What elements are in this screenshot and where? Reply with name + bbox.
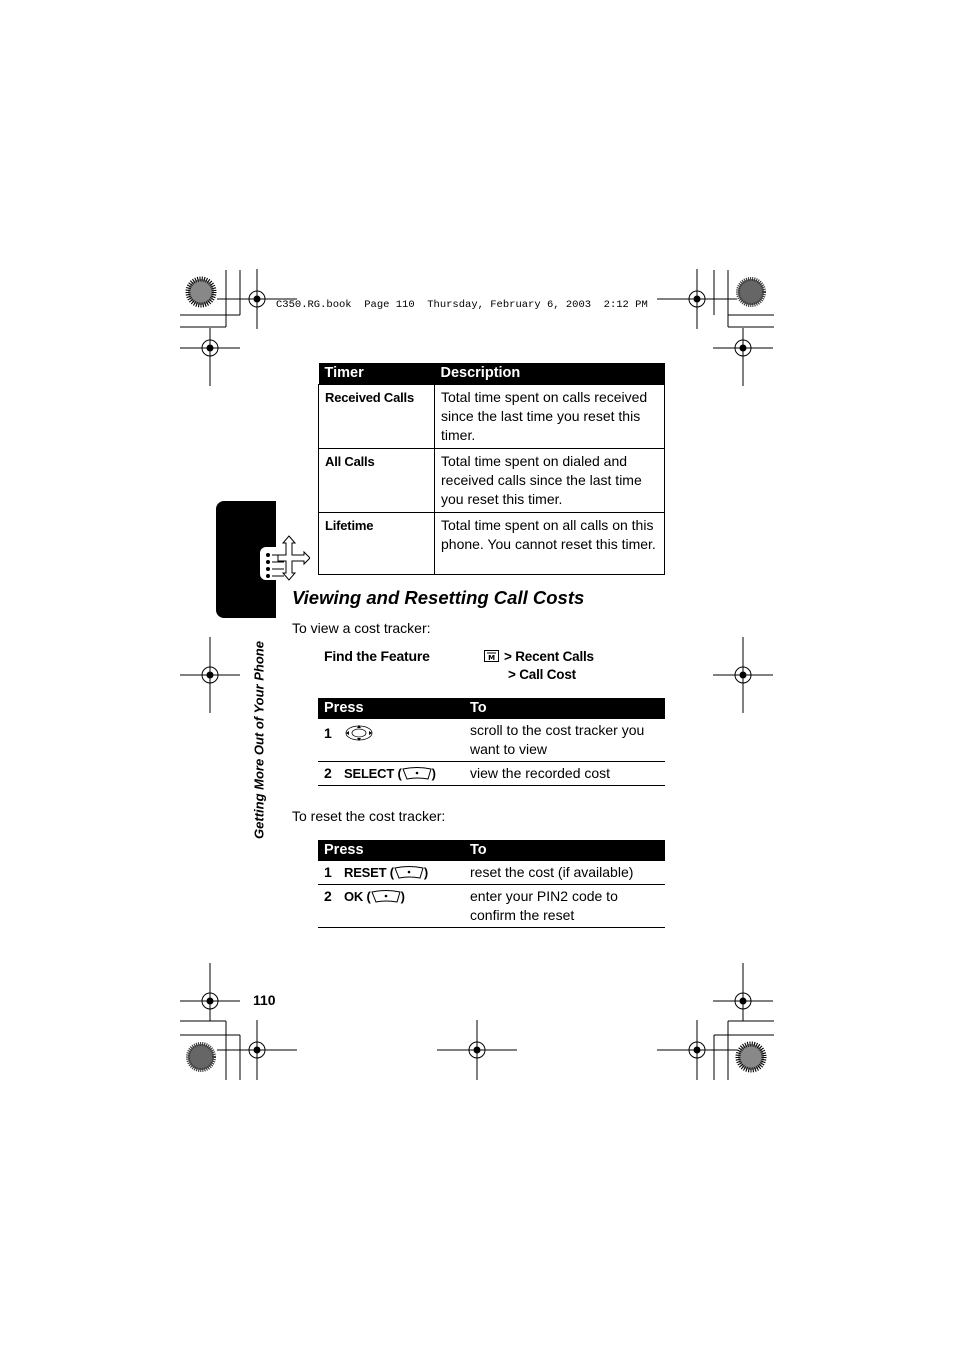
timer-description: Total time spent on dialed and received calls since the last time you reset this timer. — [435, 449, 665, 513]
path-call-cost: > Call Cost — [508, 667, 576, 682]
step-number: 1 — [318, 861, 338, 885]
header-timer: Timer — [319, 363, 435, 385]
path-recent-calls: > Recent Calls — [504, 649, 594, 664]
table-end-rule — [318, 785, 665, 786]
step-description: enter your PIN2 code to confirm the reset — [464, 885, 665, 928]
nav-key-icon — [344, 724, 374, 742]
timer-description: Total time spent on all calls on this phone. You cannot reset this timer. — [435, 513, 665, 575]
view-steps-table — [318, 698, 665, 786]
step-description: view the recorded cost — [464, 762, 665, 786]
find-feature-label: Find the Feature — [324, 648, 430, 664]
step-number: 1 — [318, 719, 338, 762]
header-to: To — [464, 698, 665, 719]
print-header: C350.RG.book Page 110 Thursday, February 6, 2003 2:12 PM — [276, 299, 648, 311]
step-key — [338, 719, 464, 762]
more-features-icon — [260, 535, 310, 581]
side-tab-label: Getting More Out of Your Phone — [251, 641, 267, 839]
right-softkey-icon — [394, 866, 424, 879]
section-title: Viewing and Resetting Call Costs — [292, 587, 585, 608]
timer-table — [318, 363, 665, 575]
view-intro: To view a cost tracker: — [292, 620, 431, 636]
header-press: Press — [318, 698, 464, 719]
timer-name: All Calls — [319, 449, 435, 513]
timer-name: Lifetime — [319, 513, 435, 575]
key-label: OK — [344, 889, 364, 904]
key-label: SELECT — [344, 766, 395, 781]
timer-name: Received Calls — [319, 385, 435, 449]
svg-text:M: M — [488, 654, 495, 662]
table-row — [318, 861, 665, 885]
header-description: Description — [435, 363, 665, 385]
view-table-header — [318, 698, 665, 719]
table-end-rule — [318, 927, 665, 928]
timer-table-header — [319, 363, 665, 385]
table-row — [318, 719, 665, 762]
step-description: reset the cost (if available) — [464, 861, 665, 885]
step-key: RESET ( ) — [338, 861, 464, 885]
reset-steps-table — [318, 840, 665, 928]
table-row — [318, 762, 665, 786]
reset-table-header — [318, 840, 665, 861]
table-row — [318, 885, 665, 928]
timer-description: Total time spent on calls received since the last time you reset this timer. — [435, 385, 665, 449]
table-row — [319, 513, 665, 575]
header-press: Press — [318, 840, 464, 861]
page-number: 110 — [253, 992, 276, 1008]
header-to: To — [464, 840, 665, 861]
find-feature-path — [484, 648, 594, 684]
menu-key-icon — [484, 650, 499, 662]
right-softkey-icon — [371, 890, 401, 903]
step-key: SELECT ( ) — [338, 762, 464, 786]
step-key: OK ( ) — [338, 885, 464, 928]
right-softkey-icon — [402, 767, 432, 780]
reset-intro: To reset the cost tracker: — [292, 808, 446, 824]
step-description: scroll to the cost tracker you want to view — [464, 719, 665, 762]
key-label: RESET — [344, 865, 387, 880]
step-number: 2 — [318, 762, 338, 786]
table-row — [319, 449, 665, 513]
table-row — [319, 385, 665, 449]
step-number: 2 — [318, 885, 338, 928]
